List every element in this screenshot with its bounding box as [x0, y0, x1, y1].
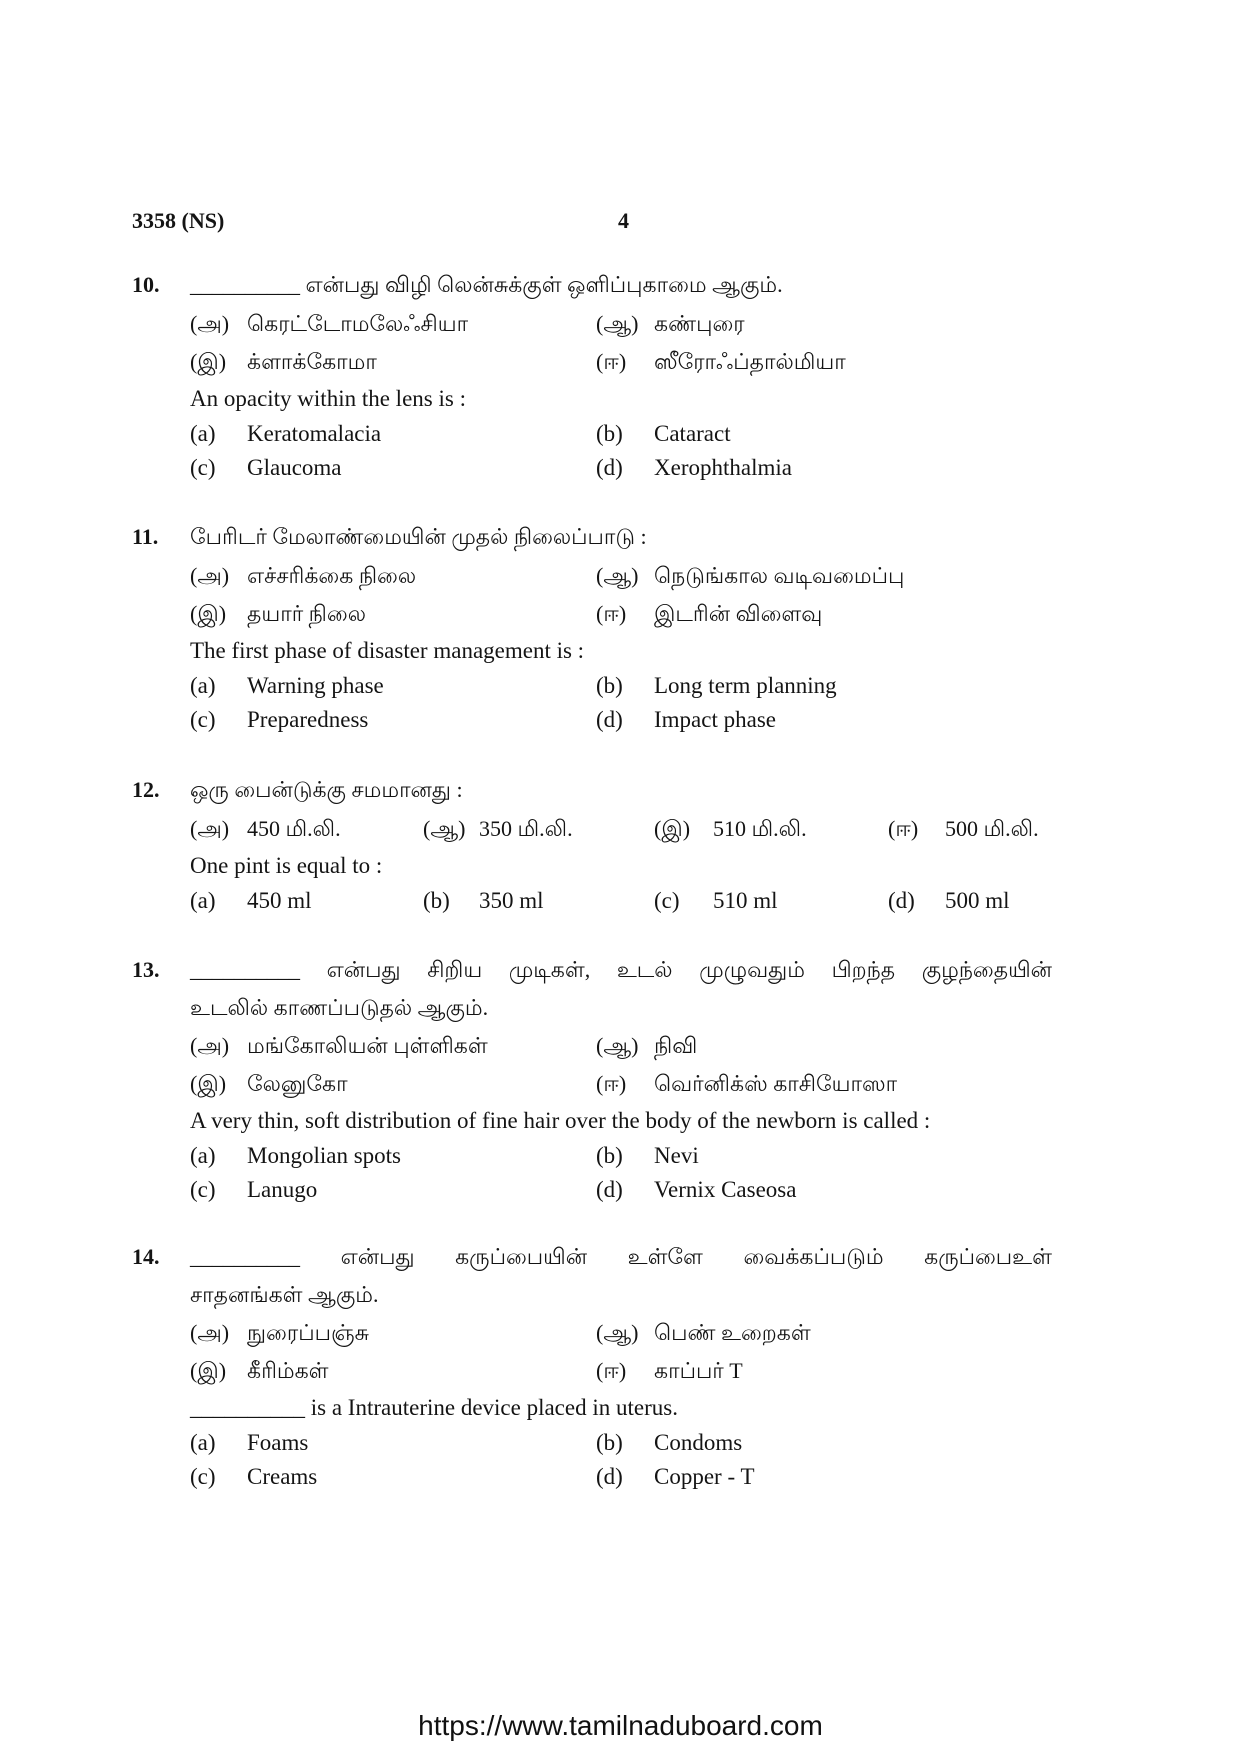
- option-text: நெடுங்கால வடிவமைப்பு: [654, 563, 905, 588]
- option-text: 510 ml: [713, 888, 778, 913]
- tamil-question-text: சாதனங்கள் ஆகும்.: [190, 1282, 379, 1307]
- option-label: (b): [596, 1430, 623, 1455]
- option-label: (a): [190, 1143, 216, 1168]
- english-options-row: [0, 669, 1241, 703]
- option-label: (a): [190, 888, 216, 913]
- english-options-row: [0, 1426, 1241, 1460]
- tamil-question-text: __________ என்பது கருப்பையின் உள்ளே வைக்கப்படும் கருப்பைஉள்: [190, 1244, 1052, 1269]
- question-line: [0, 1238, 1241, 1276]
- page-header: [0, 205, 1241, 237]
- english-question-line: [0, 1103, 1241, 1139]
- option-text: லேனுகோ: [247, 1071, 348, 1096]
- paper-code: 3358 (NS): [132, 208, 225, 233]
- option-text: Warning phase: [247, 673, 384, 698]
- option-label: (அ): [190, 1320, 230, 1345]
- tamil-options-row: [0, 810, 1241, 848]
- tamil-question-text: பேரிடர் மேலாண்மையின் முதல் நிலைப்பாடு :: [190, 524, 647, 549]
- option-label: (c): [654, 888, 680, 913]
- tamil-options-row: [0, 305, 1241, 343]
- question-14: [0, 1238, 1241, 1494]
- option-label: (b): [423, 888, 450, 913]
- option-text: Copper - T: [654, 1464, 755, 1489]
- english-options-row: [0, 884, 1241, 918]
- option-text: 450 ml: [247, 888, 312, 913]
- option-label: (ஈ): [596, 349, 627, 374]
- question-line: [0, 951, 1241, 989]
- option-label: (ஈ): [596, 1071, 627, 1096]
- english-question-text: One pint is equal to :: [190, 853, 383, 878]
- question-number: 12.: [132, 777, 160, 802]
- option-text: க்ளாக்கோமா: [247, 349, 377, 374]
- question-11: [0, 517, 1241, 737]
- option-text: Xerophthalmia: [654, 455, 792, 480]
- option-text: இடரின் விளைவு: [654, 601, 823, 626]
- english-options-row: [0, 703, 1241, 737]
- tamil-options-row: [0, 1027, 1241, 1065]
- source-url: https://www.tamilnaduboard.com: [418, 1710, 823, 1741]
- option-label: (d): [596, 1177, 623, 1202]
- option-text: மங்கோலியன் புள்ளிகள்: [247, 1033, 488, 1058]
- option-label: (c): [190, 455, 216, 480]
- option-text: Impact phase: [654, 707, 776, 732]
- option-label: (ஆ): [423, 816, 466, 841]
- question-line-continued: [0, 989, 1241, 1027]
- option-label: (அ): [190, 563, 230, 588]
- option-label: (ஆ): [596, 563, 639, 588]
- tamil-question-text: __________ என்பது சிறிய முடிகள், உடல் முழுவதும் பிறந்த குழந்தையின்: [190, 957, 1052, 982]
- option-label: (இ): [190, 1071, 227, 1096]
- question-number: 10.: [132, 272, 160, 297]
- option-text: 500 மி.லி.: [945, 816, 1039, 841]
- option-text: Creams: [247, 1464, 318, 1489]
- english-question-line: [0, 381, 1241, 417]
- option-text: 350 ml: [479, 888, 544, 913]
- option-label: (அ): [190, 311, 230, 336]
- option-text: கீரிம்கள்: [247, 1358, 329, 1383]
- tamil-options-row: [0, 343, 1241, 381]
- option-text: காப்பர் T: [654, 1358, 743, 1383]
- option-text: Mongolian spots: [247, 1143, 401, 1168]
- question-line: [0, 517, 1241, 557]
- english-question-text: An opacity within the lens is :: [190, 386, 466, 411]
- option-text: Long term planning: [654, 673, 837, 698]
- english-question-line: [0, 1390, 1241, 1426]
- option-label: (இ): [190, 601, 227, 626]
- question-12: [0, 770, 1241, 918]
- option-label: (அ): [190, 816, 230, 841]
- option-text: 450 மி.லி.: [247, 816, 341, 841]
- english-question-text: The first phase of disaster management is :: [190, 638, 585, 663]
- option-label: (அ): [190, 1033, 230, 1058]
- english-options-row: [0, 1139, 1241, 1173]
- option-text: Cataract: [654, 421, 731, 446]
- tamil-options-row: [0, 1352, 1241, 1390]
- option-text: தயார் நிலை: [247, 601, 366, 626]
- page-number: 4: [618, 208, 629, 233]
- english-question-text: __________ is a Intrauterine device placed in uterus.: [190, 1395, 678, 1420]
- question-line-continued: [0, 1276, 1241, 1314]
- question-13: [0, 951, 1241, 1207]
- question-10: [0, 265, 1241, 485]
- option-text: Foams: [247, 1430, 309, 1455]
- option-label: (ஈ): [596, 601, 627, 626]
- option-text: Glaucoma: [247, 455, 342, 480]
- option-label: (ஈ): [888, 816, 919, 841]
- option-text: Nevi: [654, 1143, 699, 1168]
- english-question-line: [0, 848, 1241, 884]
- option-label: (ஆ): [596, 1320, 639, 1345]
- english-options-row: [0, 1173, 1241, 1207]
- option-text: ஸீரோஃப்தால்மியா: [654, 349, 846, 374]
- question-number: 14.: [132, 1244, 160, 1269]
- option-text: வெர்னிக்ஸ் காசியோஸா: [654, 1071, 898, 1096]
- option-label: (a): [190, 673, 216, 698]
- tamil-options-row: [0, 1314, 1241, 1352]
- tamil-question-text: உடலில் காணப்படுதல் ஆகும்.: [190, 995, 489, 1020]
- option-text: 350 மி.லி.: [479, 816, 573, 841]
- tamil-options-row: [0, 557, 1241, 595]
- option-text: Preparedness: [247, 707, 369, 732]
- option-label: (a): [190, 421, 216, 446]
- option-text: கெரட்டோமலேஃசியா: [247, 311, 469, 336]
- tamil-options-row: [0, 595, 1241, 633]
- option-label: (இ): [190, 349, 227, 374]
- english-options-row: [0, 417, 1241, 451]
- option-text: 500 ml: [945, 888, 1010, 913]
- option-label: (c): [190, 1464, 216, 1489]
- option-text: 510 மி.லி.: [713, 816, 807, 841]
- option-text: Condoms: [654, 1430, 743, 1455]
- option-label: (d): [596, 707, 623, 732]
- english-question-line: [0, 633, 1241, 669]
- option-label: (இ): [190, 1358, 227, 1383]
- tamil-question-text: __________ என்பது விழி லென்சுக்குள் ஒளிப்புகாமை ஆகும்.: [190, 272, 783, 297]
- option-label: (d): [888, 888, 915, 913]
- option-label: (b): [596, 1143, 623, 1168]
- option-text: Vernix Caseosa: [654, 1177, 797, 1202]
- tamil-question-text: ஒரு பைன்டுக்கு சமமானது :: [190, 777, 463, 802]
- option-label: (ஆ): [596, 1033, 639, 1058]
- option-label: (c): [190, 707, 216, 732]
- option-label: (a): [190, 1430, 216, 1455]
- option-label: (ஆ): [596, 311, 639, 336]
- option-label: (ஈ): [596, 1358, 627, 1383]
- option-label: (இ): [654, 816, 691, 841]
- option-text: கண்புரை: [654, 311, 745, 336]
- option-text: பெண் உறைகள்: [654, 1320, 811, 1345]
- option-label: (c): [190, 1177, 216, 1202]
- english-options-row: [0, 451, 1241, 485]
- english-options-row: [0, 1460, 1241, 1494]
- question-number: 13.: [132, 957, 160, 982]
- option-label: (d): [596, 455, 623, 480]
- option-text: நிவி: [654, 1033, 698, 1058]
- option-text: எச்சரிக்கை நிலை: [247, 563, 417, 588]
- option-label: (b): [596, 673, 623, 698]
- question-line: [0, 770, 1241, 810]
- option-label: (b): [596, 421, 623, 446]
- option-text: நுரைப்பஞ்சு: [247, 1320, 369, 1345]
- question-number: 11.: [132, 524, 159, 549]
- option-text: Lanugo: [247, 1177, 318, 1202]
- option-label: (d): [596, 1464, 623, 1489]
- english-question-text: A very thin, soft distribution of fine hair over the body of the newborn is called :: [190, 1108, 931, 1133]
- question-line: [0, 265, 1241, 305]
- option-text: Keratomalacia: [247, 421, 382, 446]
- tamil-options-row: [0, 1065, 1241, 1103]
